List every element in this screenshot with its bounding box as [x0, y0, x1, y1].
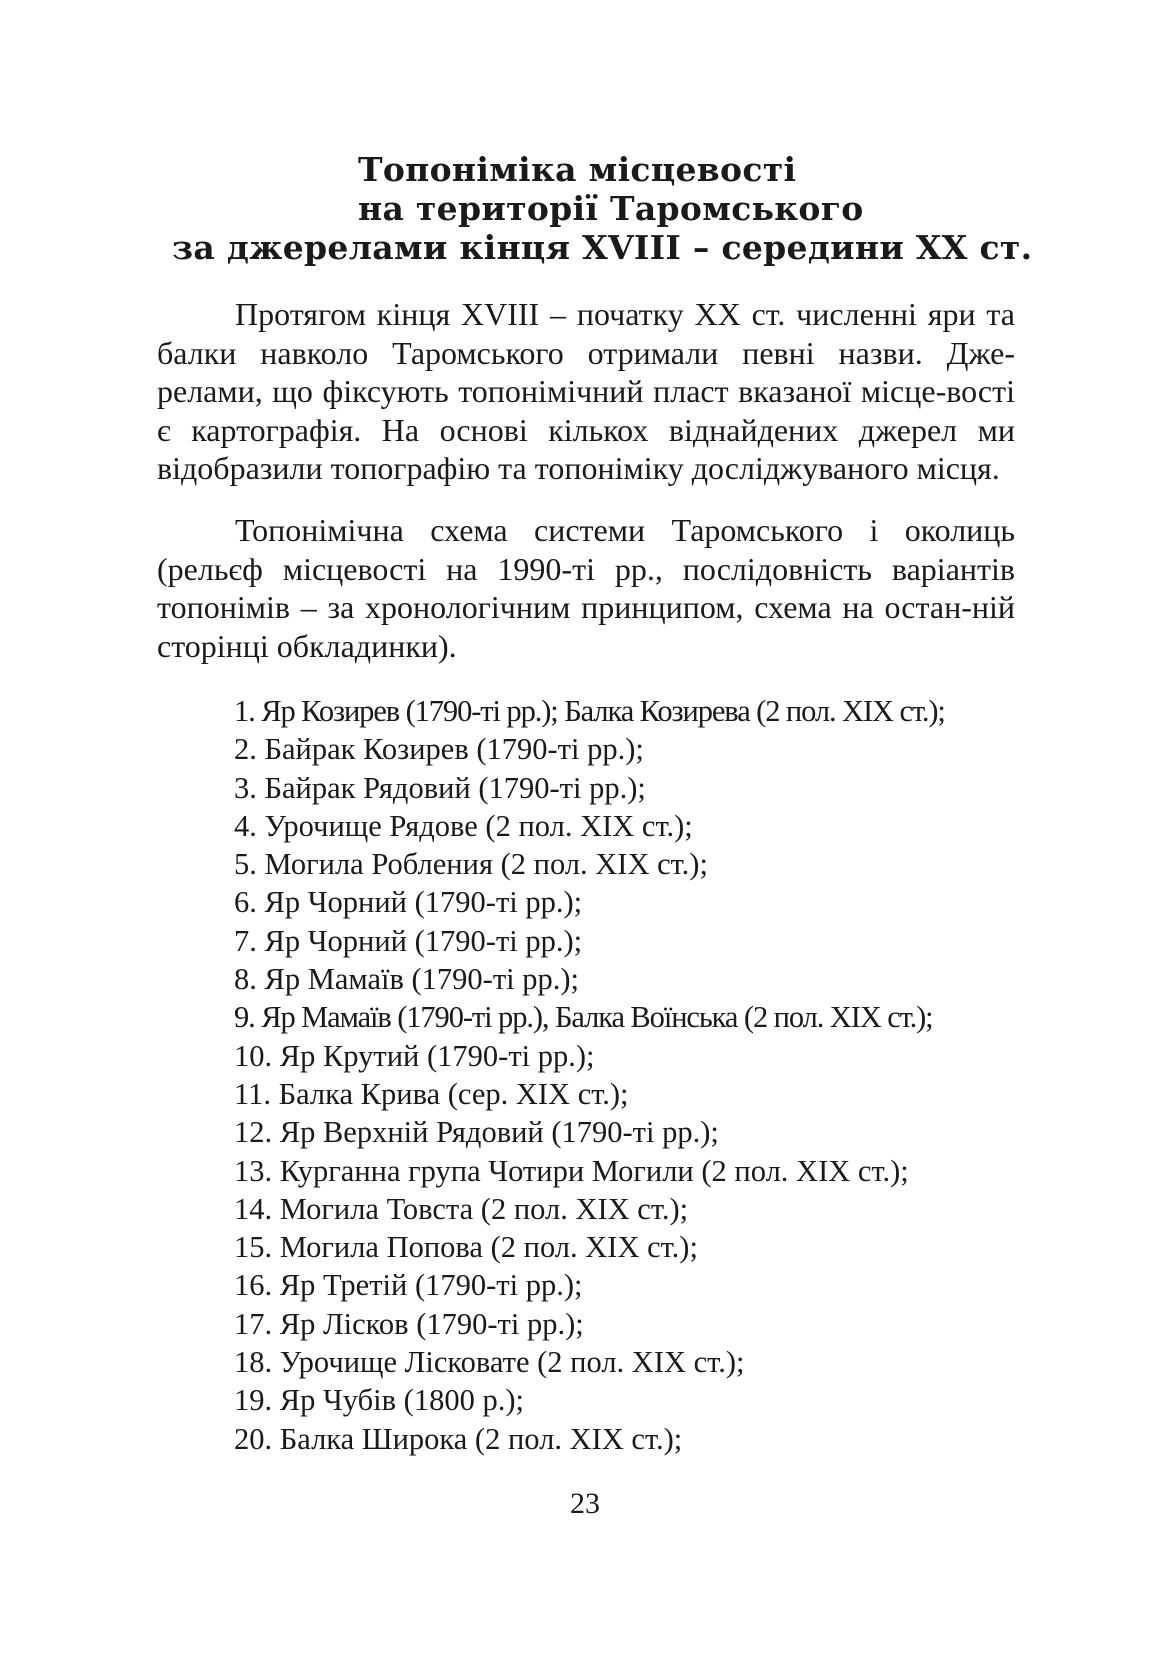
list-item: 2. Байрак Козирев (1790-ті рр.); [234, 732, 644, 767]
list-item: 11. Балка Крива (сер. XIX ст.); [234, 1076, 629, 1111]
list-item: 14. Могила Товста (2 пол. XIX ст.); [234, 1191, 689, 1226]
toponym-list [234, 692, 945, 1458]
list-item: 20. Балка Широка (2 пол. XIX ст.); [234, 1421, 683, 1456]
list-item: 12. Яр Верхній Рядовий (1790-ті рр.); [234, 1115, 719, 1150]
page-number: 23 [570, 1487, 600, 1520]
paragraph-1-text: Протягом кінця XVIII – початку XX ст. численні яри та балки навколо Таромського отримали певні назви. Дже-релами, що фіксують топонімічний пласт вказаної місце-вості є картографія. На основі кількох віднайдених джерел ми відобразили топографію та топоніміку досліджуваного місця. [157, 296, 1015, 487]
list-item: 5. Могила Робления (2 пол. XIX ст.); [234, 847, 708, 882]
paragraph-2-text: Топонімічна схема системи Таромського і околиць (рельєф місцевості на 1990-ті рр., послідовність варіантів топонімів – за хронологічним принципом, схема на остан-ній сторінці обкладинки). [157, 512, 1015, 664]
list-item: 18. Урочище Лісковате (2 пол. XIX ст.); [234, 1345, 745, 1380]
paragraph-1 [157, 295, 1015, 488]
list-item: 1. Яр Козирев (1790-ті рр.); Балка Козирева (2 пол. XIX ст.); [234, 694, 945, 728]
list-item: 3. Байрак Рядовий (1790-ті рр.); [234, 770, 646, 805]
list-item: 8. Яр Мамаїв (1790-ті рр.); [234, 962, 580, 997]
list-item: 6. Яр Чорний (1790-ті рр.); [234, 885, 583, 920]
list-item: 13. Курганна група Чотири Могили (2 пол. XIX ст.); [234, 1153, 909, 1188]
paragraph-2 [157, 511, 1015, 665]
heading-line-1: Топоніміка місцевості [358, 150, 797, 189]
list-item: 19. Яр Чубів (1800 р.); [234, 1383, 524, 1418]
list-item: 17. Яр Лісков (1790-ті рр.); [234, 1306, 584, 1341]
list-item: 15. Могила Попова (2 пол. XIX ст.); [234, 1230, 698, 1265]
list-item: 16. Яр Третій (1790-ті рр.); [234, 1268, 583, 1303]
heading-line-3: за джерелами кінця XVIII – середини XX ст. [172, 228, 1033, 267]
heading-line-2: на території Таромського [358, 189, 864, 228]
list-item: 7. Яр Чорний (1790-ті рр.); [234, 923, 583, 958]
list-item: 9. Яр Мамаїв (1790-ті рр.), Балка Воїнська (2 пол. XIX ст.); [234, 1000, 933, 1035]
list-item: 4. Урочище Рядове (2 пол. XIX ст.); [234, 808, 693, 843]
list-item: 10. Яр Крутий (1790-ті рр.); [234, 1038, 595, 1073]
